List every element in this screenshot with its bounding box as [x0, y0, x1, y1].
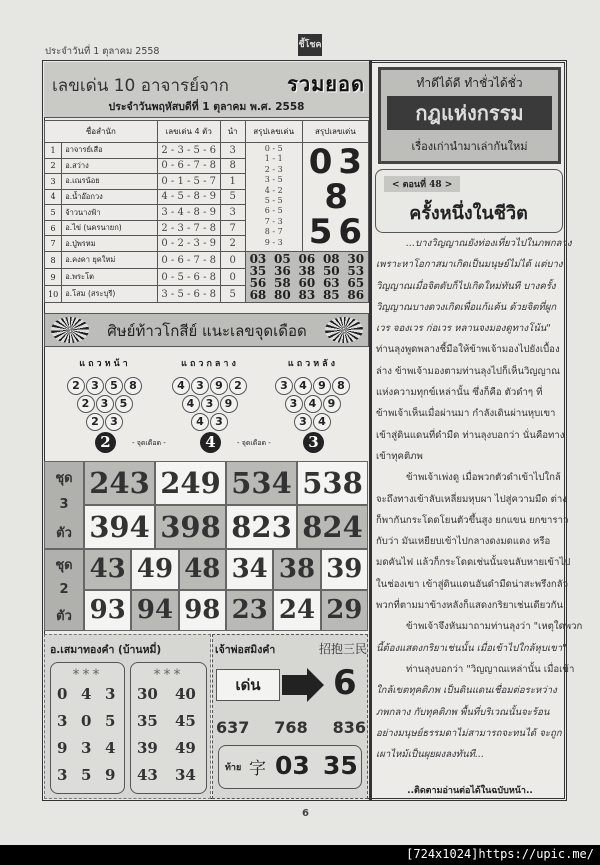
lead-digit: 8 [220, 158, 245, 174]
office-name: อ.น้ำอ๊อกวง [62, 189, 158, 205]
office-name: อ.เณรน้อย [62, 174, 158, 190]
office-name: อ.โสม (สระบุรี) [62, 286, 158, 303]
story-line: ในช่องเขา เข้าสู่ดินแดนอันดำมืดน่าสะพรึงกลัว [376, 578, 568, 590]
sema-pair: 43 [137, 766, 158, 784]
story-line: มดคันไฟ แล้วก็กระโดดเช่นนั้นจนลับหายเข้าไป [376, 557, 571, 569]
karma-title: กฎแห่งกรรม [387, 96, 552, 130]
story-line: ข้าพเจ้าเห็นเมื่อผ่านมา กำลังเดินผ่านหุบเขา [376, 408, 556, 420]
set-label-text: ตัว [56, 526, 72, 542]
den-label: เด่น [216, 669, 280, 701]
number-ball: 3 [86, 377, 104, 395]
number-ball: 9 [220, 395, 238, 413]
office-name: อ.ไข่ (นครนายก) [62, 220, 158, 236]
three-digit-cell: 824 [297, 505, 368, 549]
story-line: อย่างมนุษย์ธรรมดาไม่สามารถจะทนได้ จะถูก [376, 727, 562, 739]
summary-pair: 30 [347, 252, 365, 266]
summary-pair: 03 [249, 252, 267, 266]
three-digit-cell: 394 [84, 505, 155, 549]
three-digit-cell: 534 [226, 461, 297, 505]
sema-pair: 35 [137, 712, 158, 730]
sema-digit: 3 [105, 685, 116, 703]
row-number: 5 [45, 205, 62, 221]
page-number: 6 [302, 808, 309, 819]
episode-box [375, 169, 563, 233]
three-digit-number: 836 [332, 718, 366, 737]
ten-masters-title: เลขเด่น 10 อาจารย์จาก [52, 76, 229, 96]
row-number: 10 [45, 286, 62, 303]
story-line: วิญญาณเมื่อจิตดับก็ไปเกิดใหม่ทันที บางครั้ง [376, 280, 556, 292]
den-value: 6 [333, 663, 357, 703]
summary-pair: 08 [322, 252, 340, 266]
sema-digit: 3 [81, 739, 92, 757]
three-digit-number: 768 [274, 718, 308, 737]
sema-digit: 9 [105, 766, 116, 784]
summary-pairs-grid [246, 253, 368, 301]
two-digit-cell: 43 [84, 549, 131, 590]
three-digit-cell: 243 [84, 461, 155, 505]
three-digit-cell: 823 [226, 505, 297, 549]
saming-title-row [215, 640, 367, 658]
story-line: เข้าสู่ดินแดนที่ดำมืด ท่านลุงบอกว่า นั่นคือทาง [376, 429, 565, 441]
two-digit-cell: 49 [131, 549, 178, 590]
stars: *** [153, 667, 184, 683]
hot-number: 2 [95, 432, 116, 453]
summary-count: 7 - 3 [264, 216, 283, 226]
logo-text: ชี้โชค [298, 40, 322, 50]
table-row [45, 143, 369, 159]
summary-pair: 35 [249, 264, 267, 278]
number-ball: 4 [304, 395, 322, 413]
number-ball: 3 [285, 395, 303, 413]
number-ball: 4 [191, 413, 209, 431]
four-digits: 3 - 4 - 8 - 9 [157, 205, 220, 221]
arrow-head-icon [307, 668, 324, 702]
lead-digit: 3 [220, 143, 245, 159]
office-name: อ.สว่าง [62, 158, 158, 174]
boiling-point-banner [44, 313, 369, 347]
karma-sub: เรื่องเก่านำมาเล่ากันใหม่ [411, 140, 528, 153]
summary-pair: 83 [298, 288, 316, 302]
two-digit-cell: 29 [321, 590, 368, 631]
sema-digit: 0 [81, 712, 92, 730]
tail-number: 03 [275, 751, 310, 780]
summary-pair: 56 [249, 276, 267, 290]
three-digit-cell: 249 [155, 461, 226, 505]
summary-pair: 05 [274, 252, 291, 266]
sema-digit: 3 [57, 766, 68, 784]
set-label-three_label [44, 461, 84, 549]
number-ball: 2 [67, 377, 85, 395]
sema-digit: 9 [57, 739, 68, 757]
date-line: ประจำวันที่ 1 ตุลาคม 2558 [45, 46, 160, 57]
story-line: แห่งความทุกข์เหล่านั้น ซึ่งก็คือ ตัวดำๆ ที่ [376, 387, 543, 399]
tail-number: 35 [323, 751, 358, 780]
summary-big-digit: 5 [308, 212, 333, 252]
story-line: ...บางวิญญาณยังท่องเที่ยวไปในภพกลาง [406, 238, 572, 249]
office-name: อ.คงคา ยุคใหม่ [62, 252, 158, 269]
hot-number: 3 [303, 432, 324, 453]
number-ball: 3 [96, 395, 114, 413]
office-name: อ.พระโต [62, 269, 158, 286]
karma-banner [378, 67, 561, 164]
two-digit-cell: 93 [84, 590, 131, 631]
number-ball: 4 [294, 377, 312, 395]
brand-logo: รวมยอด [287, 72, 365, 96]
sema-digit: 5 [81, 766, 92, 784]
two-digit-cell: 98 [179, 590, 226, 631]
set-label-text: ตัว [56, 609, 72, 625]
summary-big [302, 143, 368, 252]
number-ball: 3 [275, 377, 293, 395]
sema-digit: 3 [57, 712, 68, 730]
story-line: ล่าง ข้าพเจ้ามองตามท่านลุงไปก็เห็นวิญญาณ [376, 365, 561, 377]
set-label-text: 2 [59, 582, 69, 598]
sema-digit: 5 [105, 712, 116, 730]
story-line: ท่านลุงบอกว่า "วิญญาณเหล่านั้น เมื่อเข้า [406, 663, 575, 675]
lead-digit: 0 [220, 252, 245, 269]
ten-masters-title-row [52, 68, 365, 100]
lead-digit: 3 [220, 205, 245, 221]
summary-count: 3 - 5 [264, 175, 283, 185]
tail-label: ท้าย [225, 763, 242, 773]
column-divider [369, 60, 372, 801]
watermark: [724x1024]https://upic.me/ [406, 847, 594, 861]
group-label: แถวหน้า [79, 359, 131, 369]
lead-digit: 0 [220, 269, 245, 286]
two-digit-cell: 94 [131, 590, 178, 631]
starburst-icon [51, 317, 89, 343]
sema-digit: 4 [105, 739, 116, 757]
col-header-summary-big: สรุปเลขเด่น [302, 121, 368, 143]
arrow-right-icon [282, 675, 308, 695]
summary-big-digit: 8 [324, 177, 349, 217]
row-number: 2 [45, 158, 62, 174]
story-line: จะถึงทางเข้าลับเหลี่ยมหุบผา ไปสู่ความมืด ต่าง [376, 493, 567, 505]
saming-chinese: 招抱三民 [318, 642, 367, 656]
story-line: พวกที่ตามมาข้างหลังก็แสดงกริยาเช่นเดียวกัน [376, 600, 563, 612]
four-digits: 4 - 5 - 8 - 9 [157, 189, 220, 205]
two-digit-cell: 23 [226, 590, 273, 631]
summary-big-box [303, 143, 368, 251]
four-digits: 0 - 1 - 5 - 7 [157, 174, 220, 190]
set-label-text: ชุด [55, 557, 73, 573]
lead-digit: 7 [220, 220, 245, 236]
number-ball: 2 [77, 395, 95, 413]
summary-pair: 06 [298, 252, 316, 266]
summary-pair: 38 [298, 264, 316, 278]
tail-box [218, 745, 362, 789]
story-line: ก็พากันกระโดดโยนตัวขึ้นสูง ยกแขน ยกขาราว [376, 514, 569, 526]
separator-label: - จุดเดือด - [132, 439, 166, 447]
story-line: เผาไหม้เป็นผุยผงลงทันที... [376, 749, 485, 761]
two-digit-cell: 24 [273, 590, 320, 631]
office-name: จ้าวนางฟ้า [62, 205, 158, 221]
sema-pair: 30 [137, 685, 158, 703]
summary-pairs [245, 252, 368, 303]
sema-title: อ.เสมาทองคำ (บ้านหมี่) [50, 644, 162, 656]
set-label-text: ชุด [55, 470, 73, 486]
row-number: 8 [45, 252, 62, 269]
number-ball: 9 [313, 377, 331, 395]
story-line: เวร จองเวร ก่อเวร หลานจงมองดูทางโน้น" [376, 323, 551, 335]
summary-pair: 68 [249, 288, 267, 302]
number-ball: 9 [210, 377, 228, 395]
summary-pair: 80 [274, 288, 291, 302]
summary-count: 6 - 5 [264, 206, 283, 216]
four-digits: 2 - 3 - 7 - 8 [157, 220, 220, 236]
three-digit-number: 637 [216, 718, 250, 737]
three-digit-cell: 538 [297, 461, 368, 505]
lead-digit: 2 [220, 236, 245, 252]
story-line: วิญญาณบางดวงเกิดเพื่อแก้แค้น ด้วยจิตที่ผูก [376, 301, 557, 313]
summary-count: 2 - 3 [264, 164, 283, 174]
office-name: อ.ปู่พรหม [62, 236, 158, 252]
four-digits: 0 - 6 - 7 - 8 [157, 252, 220, 269]
row-number: 3 [45, 174, 62, 190]
set-label-text: 3 [59, 497, 69, 513]
four-digits: 3 - 5 - 6 - 8 [157, 286, 220, 303]
row-number: 7 [45, 236, 62, 252]
episode-number: < ตอนที่ 48 > [384, 176, 460, 192]
number-ball: 3 [191, 377, 209, 395]
row-number: 1 [45, 143, 62, 159]
story-line: เพราะหาโอกาสมาเกิดเป็นมนุษย์ไม่ได้ แต่บาง [376, 259, 563, 271]
episode-title: ครั้งหนึ่งในชีวิต [409, 203, 528, 224]
separator-label: - จุดเดือด - [237, 439, 271, 447]
summary-count: 0 - 5 [264, 144, 283, 153]
col-header-digits: เลขเด่น 4 ตัว [157, 121, 220, 143]
four-digits: 0 - 2 - 3 - 9 [157, 236, 220, 252]
summary-pair: 60 [298, 276, 316, 290]
set-label-two_label [44, 549, 84, 631]
four-digits: 2 - 3 - 5 - 6 [157, 143, 220, 159]
four-digits: 0 - 6 - 7 - 8 [157, 158, 220, 174]
sema-pair: 45 [175, 712, 196, 730]
saming-title: เจ้าพ่อสมิงคำ [215, 644, 276, 656]
summary-big-digit: 0 [308, 142, 333, 182]
two-digit-cell: 38 [273, 549, 320, 590]
col-header-summary: สรุปเลขเด่น [245, 121, 302, 143]
number-ball: 9 [323, 395, 341, 413]
number-ball: 4 [313, 413, 331, 431]
summary-pair: 65 [347, 276, 365, 290]
sema-pair: 39 [137, 739, 158, 757]
story-line: ท่านลุงพูดพลางชี้มือให้ข้าพเจ้ามองไปยังเบื้อง [376, 344, 560, 356]
summary-big-digit: 6 [338, 212, 362, 252]
two-digit-cell: 39 [321, 549, 368, 590]
ten-masters-subtitle: ประจำวันพฤหัสบดีที่ 1 ตุลาคม พ.ศ. 2558 [108, 101, 305, 113]
table-row [45, 252, 369, 269]
stars: *** [72, 667, 103, 683]
boiling-point-title: ศิษย์ท้าวโกสีย์ แนะเลขจุดเดือด [107, 322, 307, 340]
summary-counts [245, 143, 302, 252]
two-digit-cell: 48 [179, 549, 226, 590]
tail-char: 字 [249, 759, 266, 779]
ten-masters-table [44, 120, 369, 303]
story-line: เข้าทุคติภพ [376, 450, 423, 462]
summary-pair: 85 [322, 288, 340, 302]
row-number: 4 [45, 189, 62, 205]
summary-count: 4 - 2 [264, 185, 283, 195]
summary-count: 5 - 5 [264, 196, 283, 206]
number-ball: 3 [294, 413, 312, 431]
number-ball: 8 [332, 377, 350, 395]
number-ball: 2 [229, 377, 247, 395]
sema-digit: 4 [81, 685, 92, 703]
ten-masters-header [44, 62, 369, 118]
col-header-office: ชื่อสำนัก [45, 121, 158, 143]
summary-pair: 58 [274, 276, 291, 290]
sema-pair: 40 [175, 685, 196, 703]
number-ball: 2 [86, 413, 104, 431]
summary-pair: 50 [322, 264, 340, 278]
saming-three-digit [216, 718, 366, 737]
lead-digit: 5 [220, 189, 245, 205]
number-ball: 3 [201, 395, 219, 413]
four-digits: 0 - 5 - 6 - 8 [157, 269, 220, 286]
sema-pair: 49 [175, 739, 196, 757]
starburst-icon [325, 317, 363, 343]
number-ball: 3 [105, 413, 123, 431]
group-label: แถวหลัง [287, 359, 339, 369]
story-line: กับว่า มันเหยียบเข้าไปกลางดงมดแดง หรือ [376, 536, 551, 548]
story-line: ใกล้เขตทุคติภพ เป็นดินแดนเชื่อมต่อระหว่าง [376, 685, 557, 697]
lead-digit: 1 [220, 174, 245, 190]
story-line: ภพกลาง กับทุคติภพ พื้นที่บริเวณนั้นจะร้อน [376, 706, 550, 718]
summary-pair: 53 [347, 264, 365, 278]
continue-note: ..ติดตามอ่านต่อได้ในฉบับหน้า.. [407, 786, 533, 796]
summary-pair: 63 [322, 276, 340, 290]
number-ball: 4 [182, 395, 200, 413]
sema-digit: 0 [57, 685, 68, 703]
story-line: ข้าพเจ้าเพ่งดู เมื่อพวกตัวดำเข้าไปใกล้ [406, 472, 561, 484]
number-ball: 3 [210, 413, 228, 431]
group-label: แถวกลาง [181, 359, 239, 369]
number-ball: 4 [172, 377, 190, 395]
story-line: นี้ต้องแสดงกริยาเช่นนั้น เมื่อเข้าไปใกล้หุบเขา" [376, 642, 567, 654]
row-number: 9 [45, 269, 62, 286]
summary-pair: 36 [274, 264, 291, 278]
story-line: ข้าพเจ้าจึงหันมาถามท่านลุงว่า "เหตุใดพวก [406, 621, 583, 633]
hot-number: 4 [200, 432, 221, 453]
col-header-lead: นำ [220, 121, 245, 143]
newspaper-logo [298, 34, 322, 56]
summary-pair: 86 [347, 288, 365, 302]
karma-top-text: ทำดีได้ดี ทำชั่วได้ชั่ว [416, 76, 523, 90]
summary-count: 9 - 3 [264, 237, 283, 247]
number-ball: 5 [115, 395, 133, 413]
office-name: อาจารย์เสือ [62, 143, 158, 159]
two-digit-cell: 34 [226, 549, 273, 590]
sema-pair: 34 [175, 766, 196, 784]
number-ball: 5 [105, 377, 123, 395]
summary-count: 8 - 7 [264, 227, 283, 237]
three-digit-cell: 398 [155, 505, 226, 549]
row-number: 6 [45, 220, 62, 236]
story-text [376, 233, 583, 765]
lead-digit: 5 [220, 286, 245, 303]
summary-big-digit: 3 [338, 142, 362, 182]
summary-count: 1 - 1 [264, 154, 283, 164]
number-ball: 8 [124, 377, 142, 395]
